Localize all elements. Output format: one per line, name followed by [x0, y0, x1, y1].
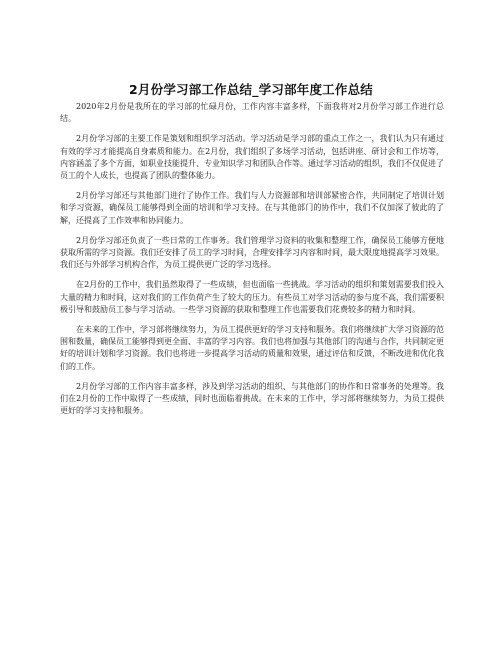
- paragraph-collaboration: 2月份学习部还与其他部门进行了协作工作。我们与人力资源部和培训部紧密合作，共同制定了培训计划和学习资源，确保员工能够得到全面的培训和学习支持。在与其他部门的协作中，我们不仅加深了彼此的了解，还提高了工作效率和协同能力。: [60, 191, 444, 225]
- paragraph-intro: 2020年2月份是我所在的学习部的忙碌月份，工作内容丰富多样，下面我将对2月份学习部工作进行总结。: [60, 102, 444, 124]
- paragraph-future: 在未来的工作中，学习部将继续努力，为员工提供更好的学习支持和服务。我们将继续扩大学习资源的范围和数量，确保员工能够得到更全面、丰富的学习内容。我们也将加强与其他部门的沟通与合作，共同制定更好的培训计划和学习资源。我们也将进一步提高学习活动的质量和效果，通过评估和反馈，不断改进和优化我们的工作。: [60, 325, 444, 371]
- document-body: [60, 101, 444, 425]
- paragraph-daily-work: 2月份学习部还负责了一些日常的工作事务。我们管理学习资料的收集和整理工作，确保员工能够方便地获取所需的学习资源。我们还安排了员工的学习时间，合理安排学习内容和时间，最大限度地提高学习效果。我们还与外部学习机构合作，为员工提供更广泛的学习选择。: [60, 235, 444, 270]
- paragraph-conclusion: 2月份学习部的工作内容丰富多样，涉及到学习活动的组织、与其他部门的协作和日常事务的处理等。我们在2月份的工作中取得了一些成绩，同时也面临着挑战。在未来的工作中，学习部将继续努力，为员工提供更好的学习支持和服务。: [60, 381, 444, 416]
- paragraph-activities: 2月份学习部的主要工作是策划和组织学习活动。学习活动是学习部的重点工作之一，我们认为只有通过有效的学习才能提高自身素质和能力。在2月份，我们组织了多场学习活动，包括讲座、研讨会和工作坊等，内容涵盖了多个方面，如职业技能提升、专业知识学习和团队合作等。通过学习活动的组织，我们不仅促进了员工的个人成长，也提高了团队的整体能力。: [60, 134, 444, 181]
- paragraph-challenges: 在2月份的工作中，我们虽然取得了一些成绩，但也面临一些挑战。学习活动的组织和策划需要我们投入大量的精力和时间，这对我们的工作负荷产生了较大的压力。有些员工对学习活动的参与度不高，我们需要积极引导和鼓励员工参与学习活动。一些学习资源的获取和整理工作也需要我们花费较多的精力和时间。: [60, 280, 444, 314]
- document-title: 2月份学习部工作总结_学习部年度工作总结: [129, 82, 373, 97]
